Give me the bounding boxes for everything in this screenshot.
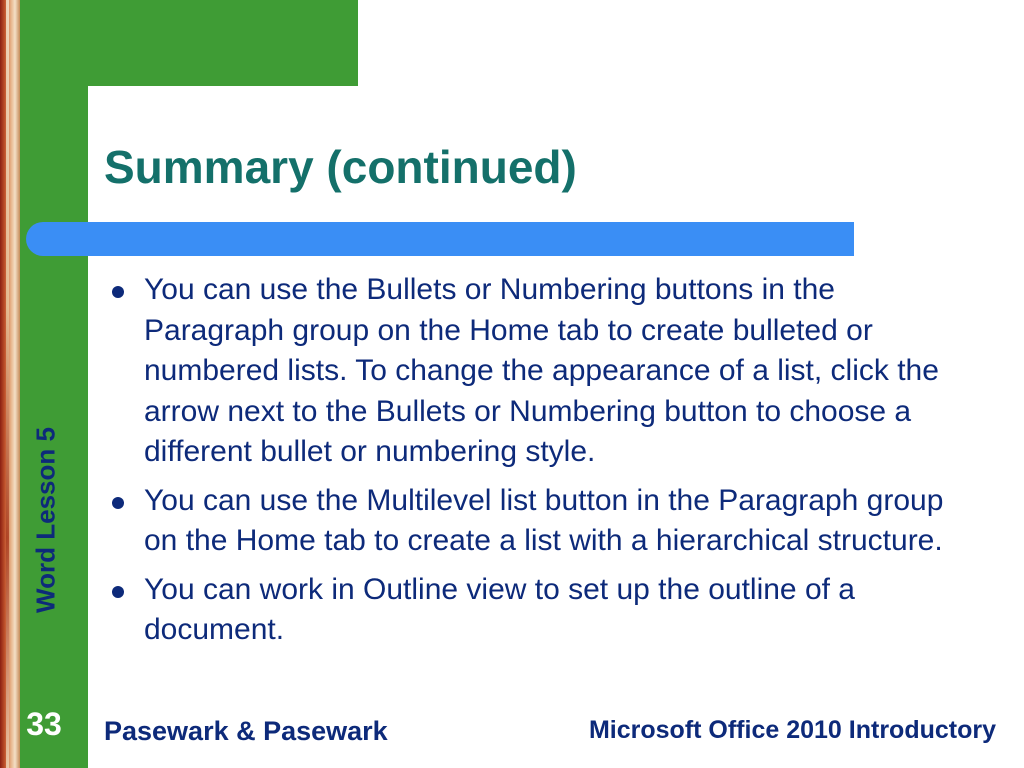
lesson-label: Word Lesson 5	[30, 427, 61, 613]
list-item-text: You can work in Outline view to set up the outline of a document.	[144, 572, 855, 646]
bullet-dot-icon	[112, 286, 124, 298]
bullet-list	[104, 270, 974, 659]
slide-title: Summary (continued)	[104, 141, 577, 193]
footer-course-title: Microsoft Office 2010 Introductory	[588, 716, 996, 744]
title-underline-bar	[26, 222, 854, 256]
footer-publisher: Pasewark & Pasewark	[104, 716, 388, 746]
list-item-text: You can use the Multilevel list button in the Paragraph group on the Home tab to create a list with a hierarchical structure.	[144, 483, 944, 557]
list-item-text: You can use the Bullets or Numbering buttons in the Paragraph group on the Home tab to create bulleted or numbered lists. To change the appearance of a list, click the arrow next to the Bullets or Numbering button to choose a different bullet or numbering style.	[144, 273, 939, 468]
page-number: 33	[26, 706, 62, 742]
list-item	[104, 481, 974, 562]
list-item	[104, 570, 974, 651]
list-item	[104, 270, 974, 473]
leaf-decoration	[0, 0, 20, 768]
bullet-dot-icon	[112, 497, 124, 509]
top-green-block	[20, 0, 358, 86]
bullet-dot-icon	[112, 586, 124, 598]
left-green-bar	[20, 0, 88, 768]
leaf-vein	[6, 0, 9, 768]
